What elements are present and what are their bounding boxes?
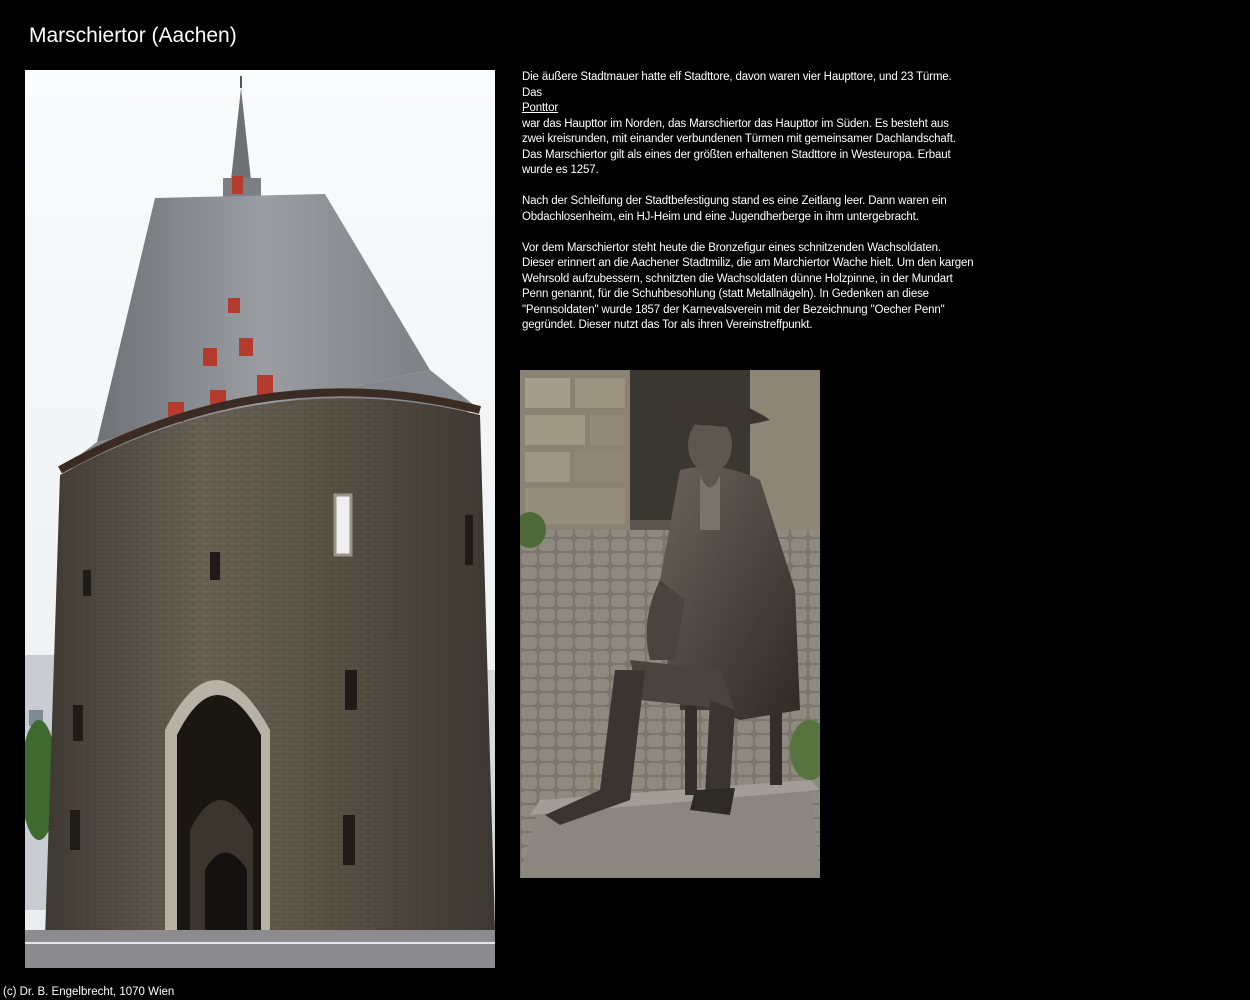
description-paragraph-2: Nach der Schleifung der Stadtbefestigung stand es eine Zeitlang leer. Dann waren ein Obdachlosenheim, ein HJ-Heim und eine Jugendherberge in ihm untergebracht.: [522, 195, 947, 223]
description-paragraph-3: Vor dem Marschiertor steht heute die Bronzefigur eines schnitzenden Wachsoldaten. Dieser erinnert an die Aachener Stadtmiliz, die am Marchiertor Wache hielt. Um den kargen Wehrsold aufzubessern, schnitzten die Wachsoldaten dünne Holzpinne, in der Mundart Penn genannt, für die Schuhbesohlung (statt Metallnägeln). In Gedenken an diese "Pennsoldaten" wurde 1857 der Karnevalsverein mit der Bezeichnung "Oecher Penn" gegründet. Dieser nutzt das Tor als ihren Vereinstreffpunkt.: [522, 241, 974, 331]
copyright-footer: (c) Dr. B. Engelbrecht, 1070 Wien: [3, 986, 175, 998]
marschiertor-photo[interactable]: [25, 70, 495, 968]
ponttor-link[interactable]: Ponttor: [522, 102, 559, 114]
paragraph-1-intro: Die äußere Stadtmauer hatte elf Stadttore, davon waren vier Haupttore, und 23 Türme. Das: [522, 71, 952, 99]
bronze-statue-photo[interactable]: [520, 370, 820, 878]
gate-tower-image: [25, 70, 495, 968]
paragraph-1-rest: war das Haupttor im Norden, das Marschiertor das Haupttor im Süden. Es besteht aus zwei kreisrunden, mit einander verbundenen Türmen mit gemeinsamer Dachlandschaft. Das Marschiertor gilt als eines der größten erhaltenen Stadttore in Westeuropa. Erbaut wurde es 1257.: [522, 117, 956, 176]
description-paragraph-1: [522, 70, 974, 179]
page-title: Marschiertor (Aachen): [29, 24, 237, 47]
statue-image: [520, 370, 820, 878]
description-text: [522, 70, 974, 349]
